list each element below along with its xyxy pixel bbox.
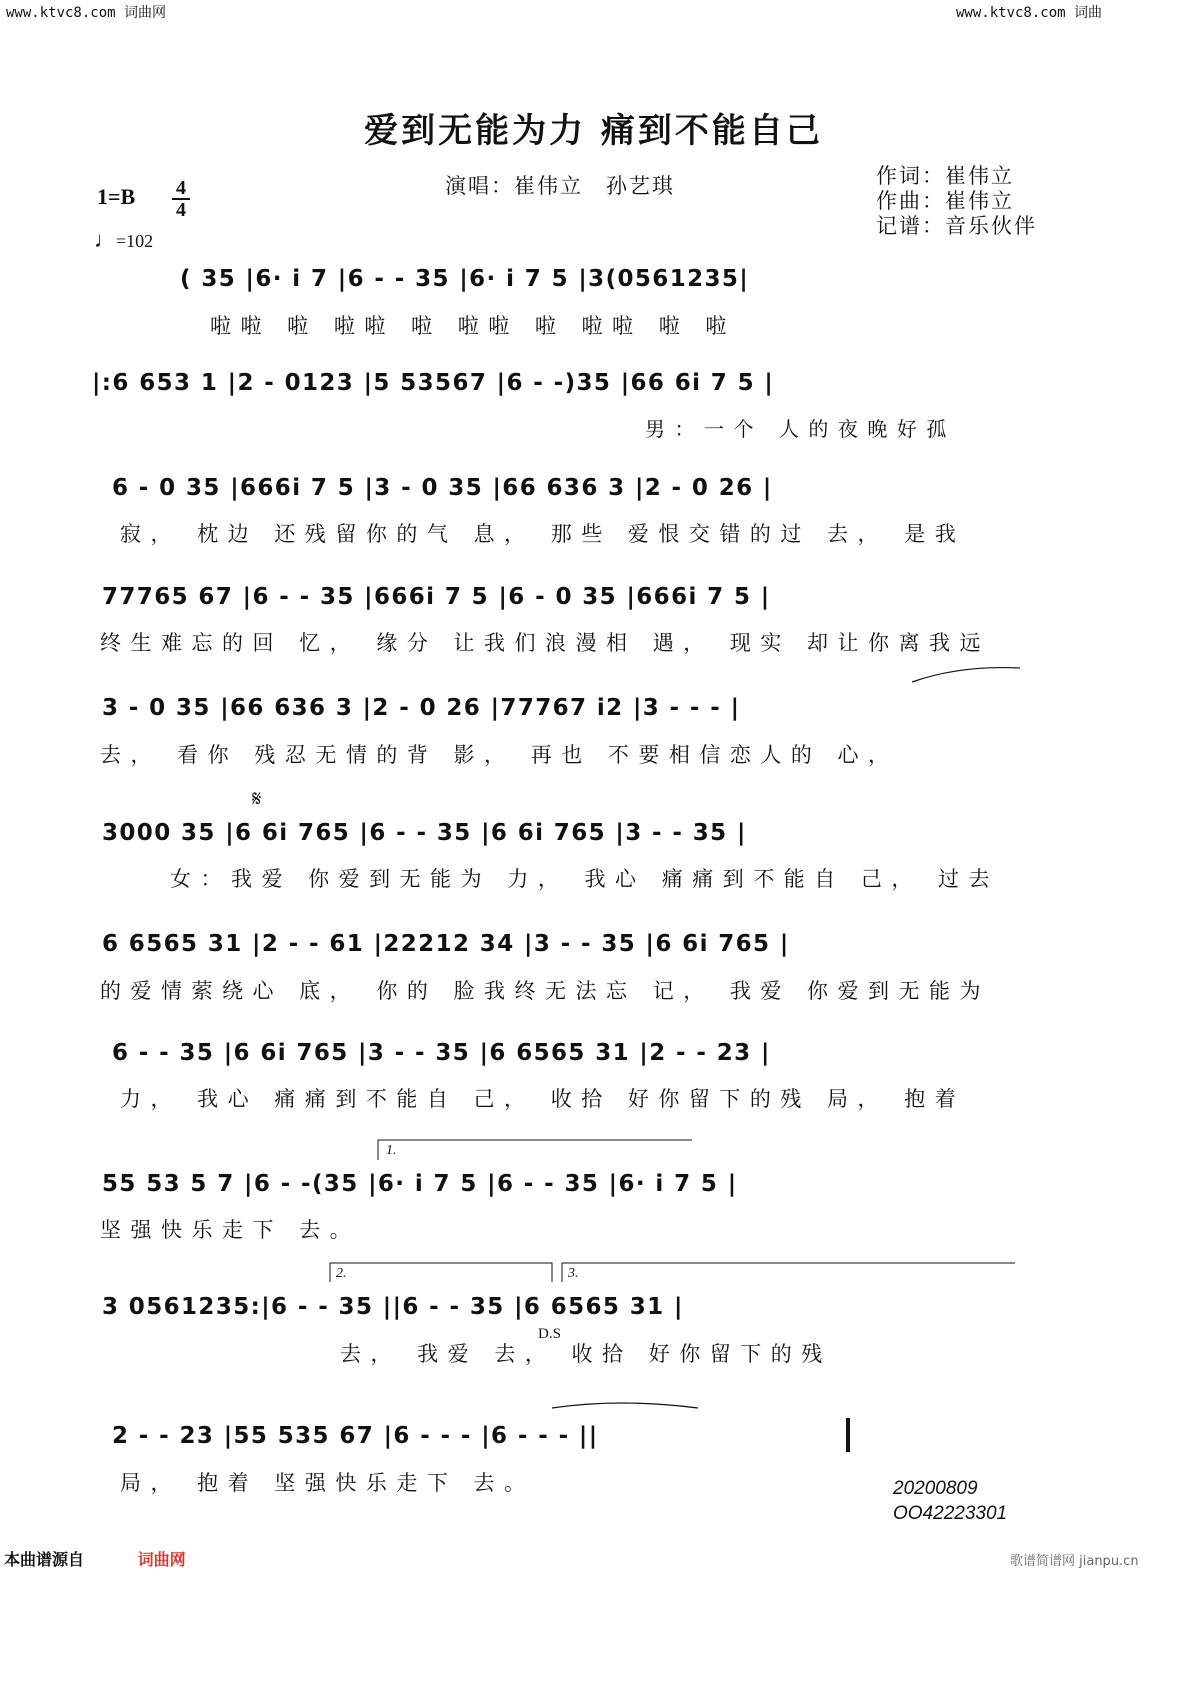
system-3-notes: 6 - 0 35 |666i 7 5 |3 - 0 35 |66 636 3 |2 - 0 26 | bbox=[112, 475, 773, 501]
volta-1-label: 1. bbox=[386, 1143, 397, 1158]
lyricist-credit: 作词：崔伟立 bbox=[876, 164, 1014, 188]
system-9-notes: 55 53 5 7 |6 - -(35 |6· i 7 5 |6 - - 35 |6· i 7 5 | bbox=[102, 1171, 738, 1197]
quarter-note-icon: ♩ bbox=[94, 227, 116, 252]
tempo-value: =102 bbox=[116, 231, 154, 251]
song-title: 爱到无能为力 痛到不能自己 bbox=[364, 111, 823, 151]
site-header-left: www.ktvc8.com 词曲网 bbox=[6, 5, 167, 21]
segno-icon: 𝄋 bbox=[252, 787, 262, 812]
volta-3-label: 3. bbox=[568, 1266, 579, 1281]
system-8-notes: 6 - - 35 |6 6i 765 |3 - - 35 |6 6565 31 |2 - - 23 | bbox=[112, 1040, 771, 1066]
system-6-lyrics: 女：我爱 你爱到无能为 力， 我心 痛痛到不能自 己， 过去 bbox=[170, 867, 1000, 891]
system-11-notes: 2 - - 23 |55 535 67 |6 - - - |6 - - - || bbox=[112, 1423, 599, 1449]
volta-2-label: 2. bbox=[336, 1266, 347, 1281]
system-1-notes: ( 35 |6· i 7 |6 - - 35 |6· i 7 5 |3(0561235| bbox=[180, 266, 750, 292]
volta-3-bracket bbox=[562, 1263, 1015, 1282]
system-10-notes: 3 0561235:|6 - - 35 ||6 - - 35 |6 6565 31 | bbox=[102, 1294, 684, 1320]
system-2-notes: |:6 653 1 |2 - 0123 |5 53567 |6 - -)35 |66 6i 7 5 | bbox=[92, 370, 775, 396]
footer-brand-link[interactable]: 词曲网 bbox=[137, 1550, 186, 1569]
score-code: OO42223301 bbox=[893, 1503, 1008, 1524]
time-signature-top: 4 bbox=[176, 177, 186, 199]
system-3-lyrics: 寂， 枕边 还残留你的气 息， 那些 爱恨交错的过 去， 是我 bbox=[120, 522, 966, 546]
system-7-lyrics: 的爱情萦绕心 底， 你的 脸我终无法忘 记， 我爱 你爱到无能为 bbox=[100, 979, 991, 1003]
system-4-lyrics: 终生难忘的回 忆， 缘分 让我们浪漫相 遇， 现实 却让你离我远 bbox=[100, 631, 991, 655]
final-slur bbox=[552, 1403, 698, 1408]
system-9-lyrics: 坚强快乐走下 去。 bbox=[100, 1218, 361, 1242]
volta-2-bracket bbox=[330, 1263, 552, 1282]
tie-slur bbox=[912, 668, 1020, 682]
volta-1-bracket bbox=[378, 1140, 692, 1160]
composer-credit: 作曲：崔伟立 bbox=[876, 189, 1014, 213]
system-7-notes: 6 6565 31 |2 - - 61 |22212 34 |3 - - 35 |6 6i 765 | bbox=[102, 931, 790, 957]
date-stamp: 20200809 bbox=[893, 1478, 978, 1499]
singer-credit: 演唱：崔伟立 孙艺琪 bbox=[445, 174, 675, 198]
key-signature: 1=B bbox=[97, 184, 136, 209]
system-1-lyrics: 啦啦 啦 啦啦 啦 啦啦 啦 啦啦 啦 啦 bbox=[210, 314, 736, 338]
system-10-lyrics: 去， 我爱 去， 收拾 好你留下的残 bbox=[340, 1342, 832, 1366]
system-6-notes: 3000 35 |6 6i 765 |6 - - 35 |6 6i 765 |3 - - 35 | bbox=[102, 820, 747, 846]
footer-source-text: 本曲谱源自 bbox=[4, 1550, 85, 1569]
system-11-lyrics: 局， 抱着 坚强快乐走下 去。 bbox=[120, 1471, 535, 1495]
time-signature-bottom: 4 bbox=[172, 198, 190, 220]
system-2-lyrics: 男：一个 人的夜晚好孤 bbox=[645, 417, 956, 441]
footer-source bbox=[4, 1547, 186, 1570]
system-5-notes: 3 - 0 35 |66 636 3 |2 - 0 26 |77767 i2 |3 - - - | bbox=[102, 695, 741, 721]
ds-mark: D.S bbox=[538, 1326, 561, 1342]
system-8-lyrics: 力， 我心 痛痛到不能自 己， 收拾 好你留下的残 局， 抱着 bbox=[120, 1087, 966, 1111]
site-header-right: www.ktvc8.com 词曲 bbox=[956, 5, 1103, 21]
footer-watermark: 歌谱简谱网 jianpu.cn bbox=[1010, 1554, 1139, 1569]
transcriber-credit: 记谱：音乐伙伴 bbox=[876, 214, 1037, 238]
system-4-notes: 77765 67 |6 - - 35 |666i 7 5 |6 - 0 35 |666i 7 5 | bbox=[102, 584, 771, 610]
system-5-lyrics: 去， 看你 残忍无情的背 影， 再也 不要相信恋人的 心， bbox=[100, 743, 899, 767]
